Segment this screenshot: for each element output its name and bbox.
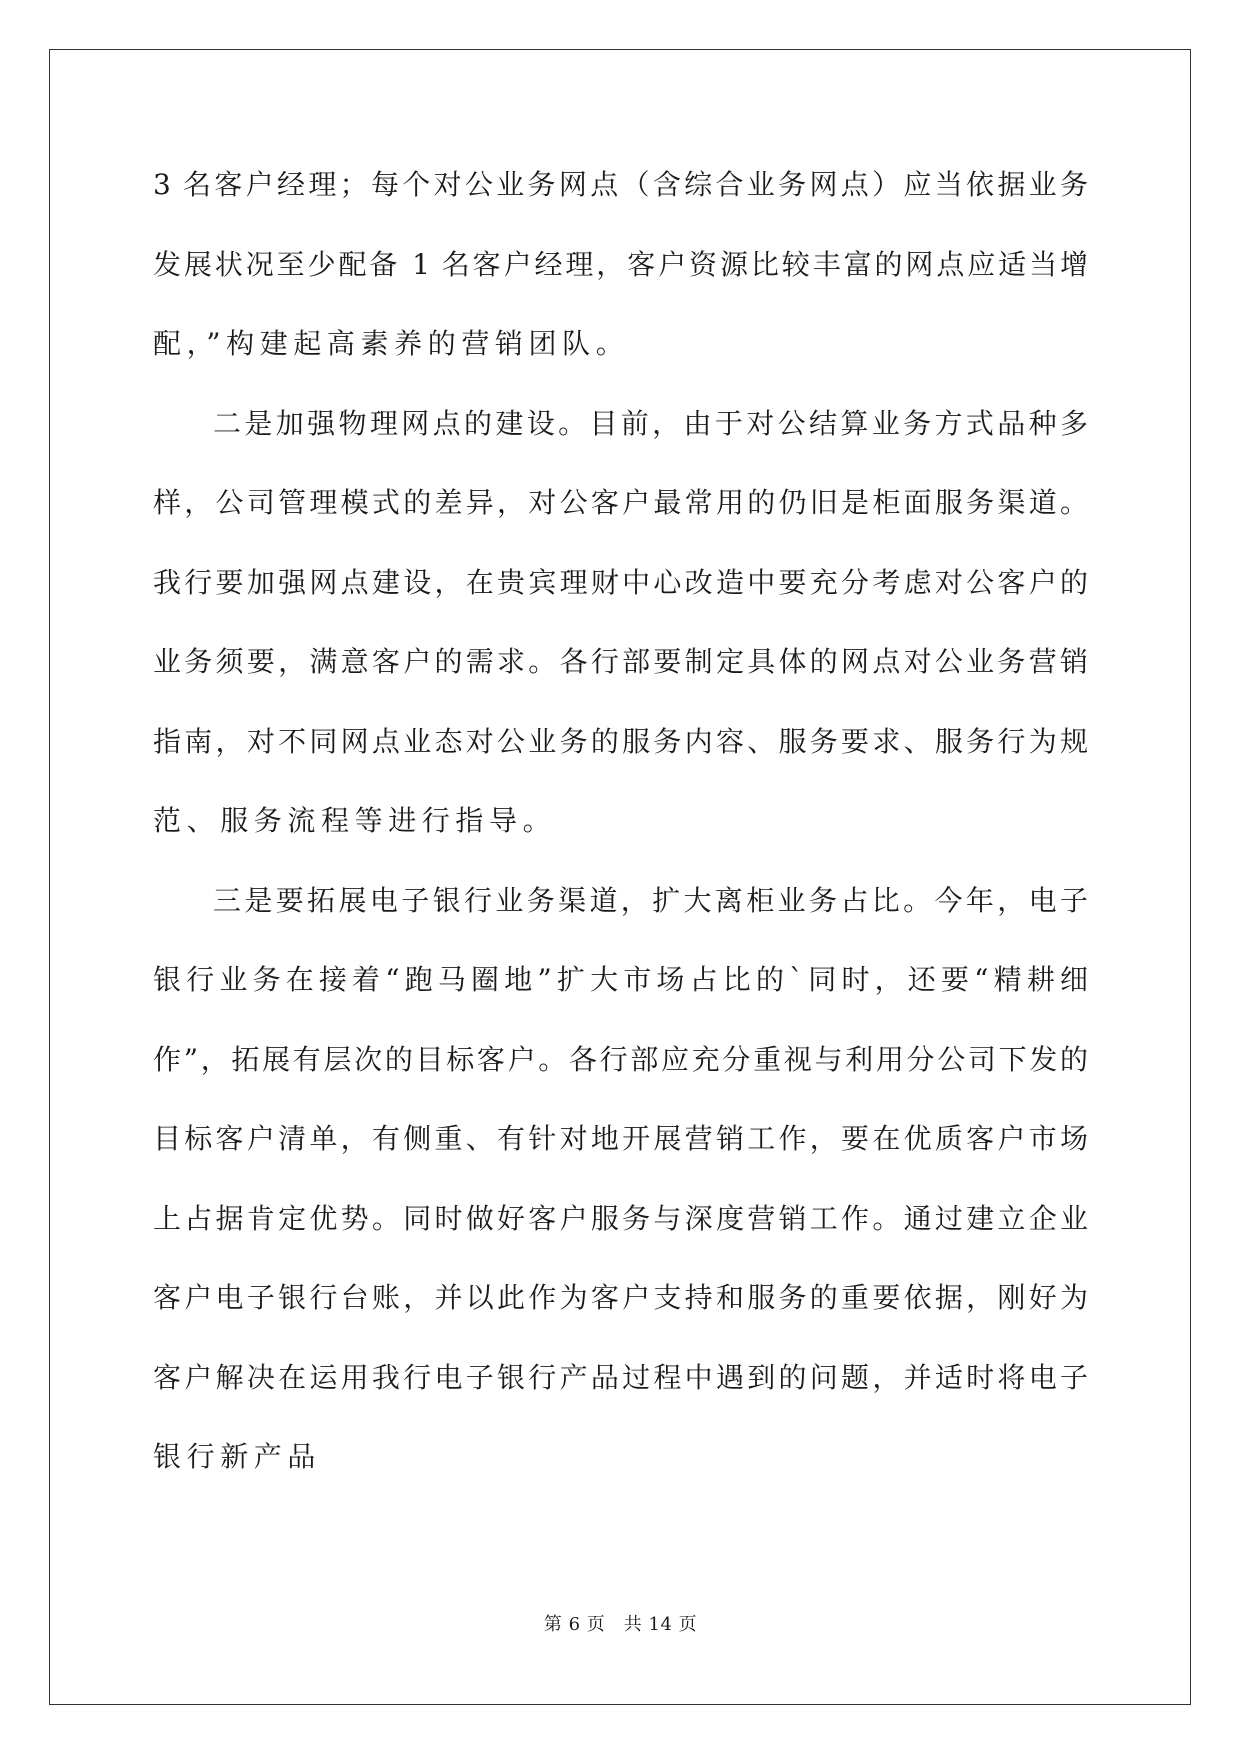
text-line: 范、服务流程等进行指导。 — [153, 804, 557, 837]
text-line: 作”，拓展有层次的目标客户。各行部应充分重视与利用分公司下发的 — [153, 1042, 1088, 1076]
text-line: 上占据肯定优势。同时做好客户服务与深度营销工作。通过建立企业 — [153, 1201, 1088, 1235]
text-line: 客户电子银行台账，并以此作为客户支持和服务的重要依据，刚好为 — [153, 1281, 1088, 1314]
text-line: 目标客户清单，有侧重、有针对地开展营销工作，要在优质客户市场 — [153, 1122, 1088, 1155]
text-line: 指南，对不同网点业态对公业务的服务内容、服务要求、服务行为规 — [153, 724, 1088, 758]
text-line: 3 名客户经理；每个对公业务网点（含综合业务网点）应当依据业务 — [153, 168, 1088, 201]
paragraph-start-line: 三是要拓展电子银行业务渠道，扩大离柜业务占比。今年，电子 — [213, 883, 1088, 917]
page-number-footer: 第 6 页 共 14 页 — [543, 1614, 698, 1635]
text-line: 银行新产品 — [153, 1440, 322, 1473]
text-line: 发展状况至少配备 1 名客户经理，客户资源比较丰富的网点应适当增 — [153, 247, 1088, 281]
text-line: 样，公司管理模式的差异，对公客户最常用的仍旧是柜面服务渠道。 — [153, 486, 1088, 519]
document-body — [153, 164, 1088, 1516]
text-line: 客户解决在运用我行电子银行产品过程中遇到的问题，并适时将电子 — [153, 1360, 1088, 1394]
paragraph-start-line: 二是加强物理网点的建设。目前，由于对公结算业务方式品种多 — [213, 406, 1088, 440]
text-line: 银行业务在接着“跑马圈地”扩大市场占比的`同时，还要“精耕细 — [153, 963, 1088, 996]
text-line: 配，”构建起高素养的营销团队。 — [153, 327, 630, 360]
text-line: 我行要加强网点建设，在贵宾理财中心改造中要充分考虑对公客户的 — [153, 565, 1088, 599]
text-line: 业务须要，满意客户的需求。各行部要制定具体的网点对公业务营销 — [153, 645, 1088, 678]
